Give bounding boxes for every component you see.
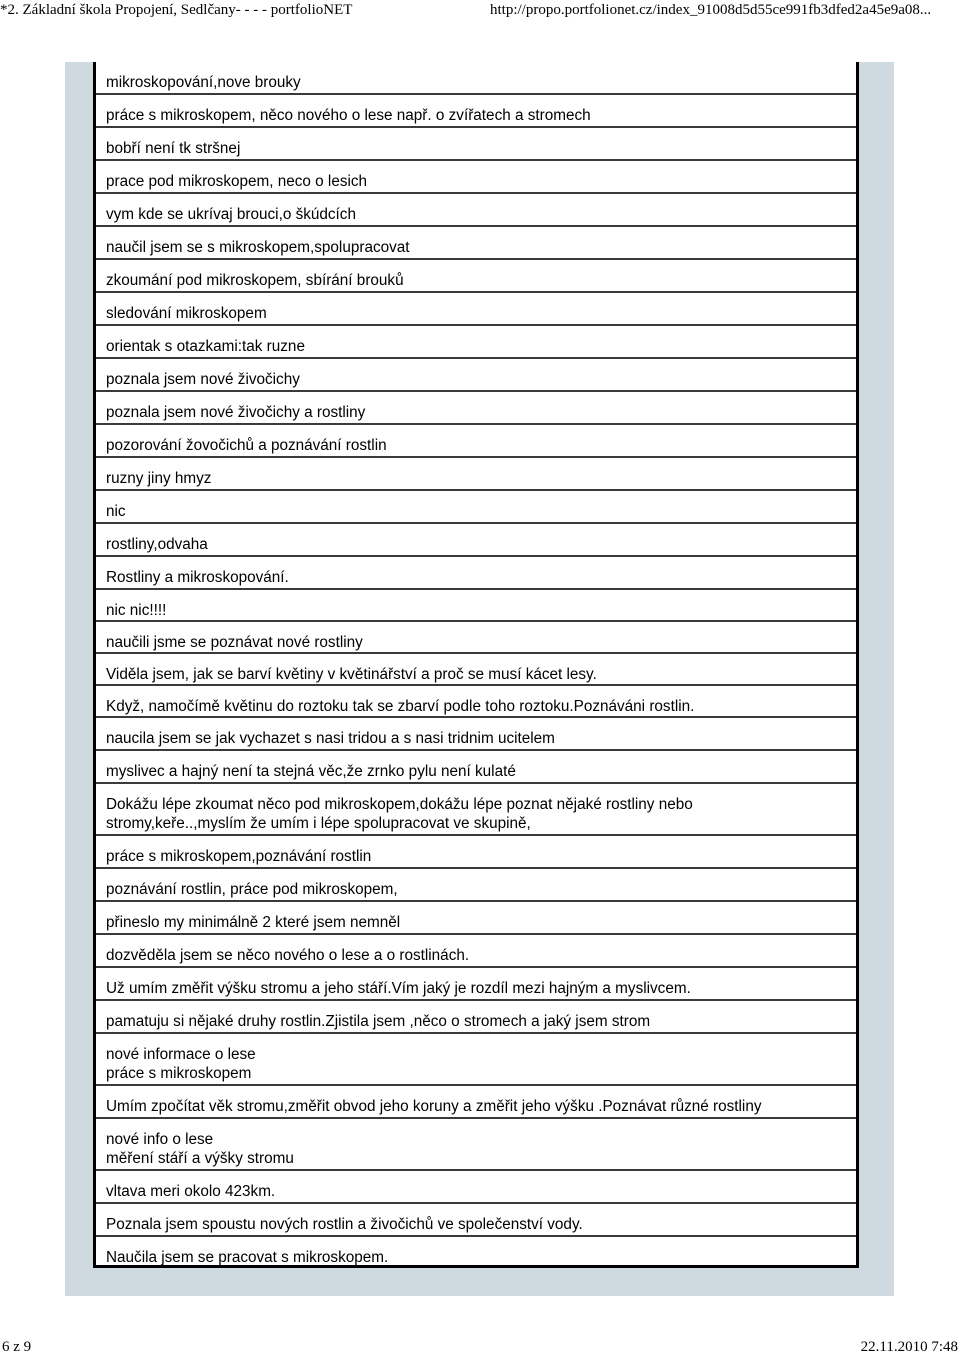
response-row: sledování mikroskopem: [96, 293, 856, 326]
response-row: Poznala jsem spoustu nových rostlin a živočichů ve společenství vody.: [96, 1204, 856, 1237]
response-row: bobří není tk stršnej: [96, 128, 856, 161]
response-row: ruzny jiny hmyz: [96, 458, 856, 491]
response-row: vym kde se ukrívaj brouci,o škúdcích: [96, 194, 856, 227]
response-row: zkoumání pod mikroskopem, sbírání brouků: [96, 260, 856, 293]
response-row: vltava meri okolo 423km.: [96, 1171, 856, 1204]
responses-table: [93, 62, 859, 1268]
response-row: Už umím změřit výšku stromu a jeho stáří.Vím jaký je rozdíl mezi hajným a myslivcem.: [96, 968, 856, 1001]
response-row: naučil jsem se s mikroskopem,spolupracovat: [96, 227, 856, 260]
response-row: poznávání rostlin, práce pod mikroskopem,: [96, 869, 856, 902]
response-row: Dokážu lépe zkoumat něco pod mikroskopem,dokážu lépe poznat nějaké rostliny nebo stromy,keře..,myslím že umím i lépe spolupracovat ve skupině,: [96, 784, 856, 836]
response-row: poznala jsem nové živočichy a rostliny: [96, 392, 856, 425]
response-row: naucila jsem se jak vychazet s nasi tridou a s nasi tridnim ucitelem: [96, 718, 856, 751]
response-row: rostliny,odvaha: [96, 524, 856, 557]
response-row: Rostliny a mikroskopování.: [96, 557, 856, 590]
response-row: pamatuju si nějaké druhy rostlin.Zjistila jsem ,něco o stromech a jaký jsem strom: [96, 1001, 856, 1034]
response-row: myslivec a hajný není ta stejná věc,že zrnko pylu není kulaté: [96, 751, 856, 784]
response-row: prace pod mikroskopem, neco o lesich: [96, 161, 856, 194]
response-row: práce s mikroskopem, něco nového o lese např. o zvířatech a stromech: [96, 95, 856, 128]
page-number: 6 z 9: [2, 1339, 32, 1355]
response-row: poznala jsem nové živočichy: [96, 359, 856, 392]
responses-list: [96, 62, 856, 1270]
response-row: orientak s otazkami:tak ruzne: [96, 326, 856, 359]
print-datetime: 22.11.2010 7:48: [860, 1339, 958, 1355]
response-row: dozvěděla jsem se něco nového o lese a o rostlinách.: [96, 935, 856, 968]
response-row: pozorování žovočichů a poznávání rostlin: [96, 425, 856, 458]
response-row: nové info o lese měření stáří a výšky stromu: [96, 1119, 856, 1171]
response-row: nic nic!!!!: [96, 590, 856, 622]
response-row: nic: [96, 491, 856, 524]
response-row: Viděla jsem, jak se barví květiny v květinářství a proč se musí kácet lesy.: [96, 654, 856, 686]
response-row: Umím zpočítat věk stromu,změřit obvod jeho koruny a změřit jeho výšku .Poznávat různé rostliny: [96, 1086, 856, 1119]
page-url: http://propo.portfolionet.cz/index_91008d5d55ce991fb3dfed2a45e9a08...: [490, 2, 932, 18]
response-row: nové informace o lese práce s mikroskopem: [96, 1034, 856, 1086]
response-row: Naučila jsem se pracovat s mikroskopem.: [106, 1249, 389, 1266]
response-row: přineslo my minimálně 2 které jsem nemněl: [96, 902, 856, 935]
document-title: *2. Základní škola Propojení, Sedlčany- - - - portfolioNET: [0, 2, 353, 18]
response-row: mikroskopování,nove brouky: [96, 62, 856, 95]
response-row: práce s mikroskopem,poznávání rostlin: [96, 836, 856, 869]
response-row: naučili jsme se poznávat nové rostliny: [96, 622, 856, 654]
response-row: Když, namočímě květinu do roztoku tak se zbarví podle toho roztoku.Poznáváni rostlin.: [96, 686, 856, 718]
